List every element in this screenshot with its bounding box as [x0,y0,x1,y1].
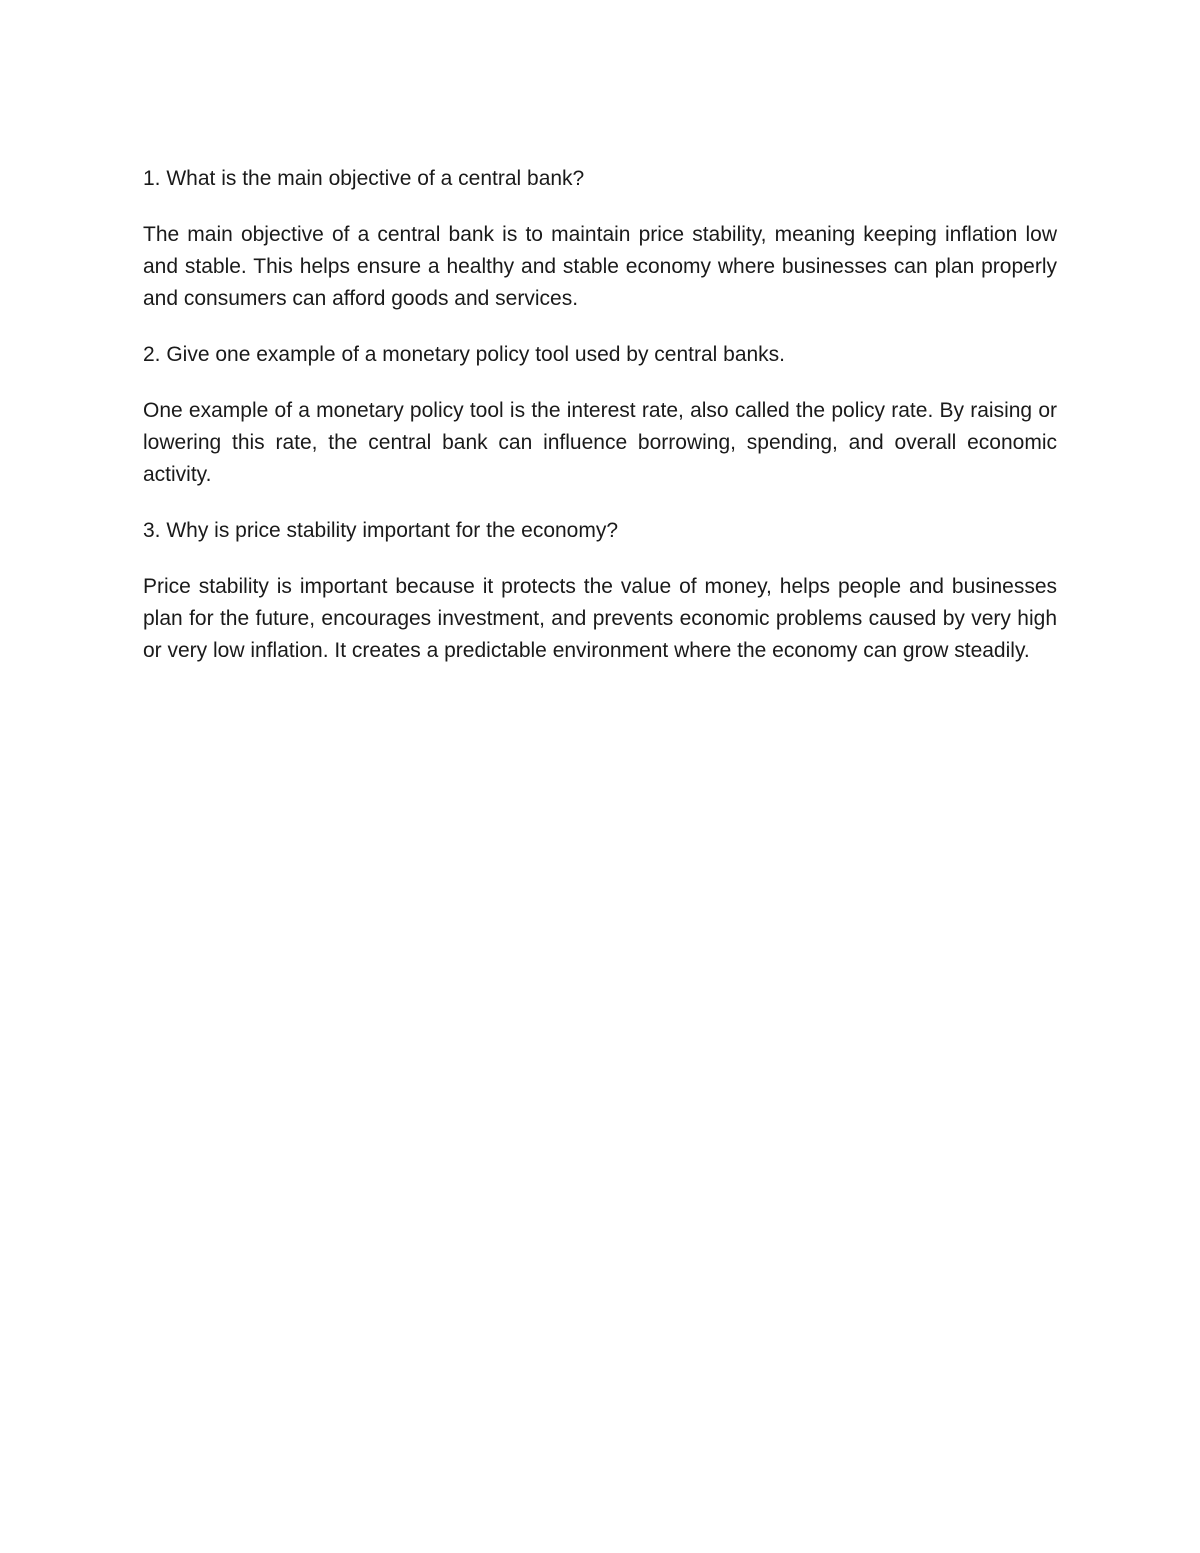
answer-3: Price stability is important because it protects the value of money, helps people and businesses plan for the future, encourages investment, and prevents economic problems caused by very high or very low inflation. It creates a predictable environment where the economy can grow steadily. [143,575,1057,662]
document-body [143,163,1057,691]
question-2: 2. Give one example of a monetary policy tool used by central banks. [143,343,786,366]
question-1: 1. What is the main objective of a central bank? [143,167,585,190]
answer-2: One example of a monetary policy tool is the interest rate, also called the policy rate. By raising or lowering this rate, the central bank can influence borrowing, spending, and overall economic activity. [143,399,1057,486]
qa-block-3 [143,515,1057,667]
qa-block-2 [143,339,1057,491]
question-3: 3. Why is price stability important for the economy? [143,519,619,542]
qa-block-1 [143,163,1057,315]
answer-1: The main objective of a central bank is to maintain price stability, meaning keeping inflation low and stable. This helps ensure a healthy and stable economy where businesses can plan properly and consumers can afford goods and services. [143,223,1057,310]
